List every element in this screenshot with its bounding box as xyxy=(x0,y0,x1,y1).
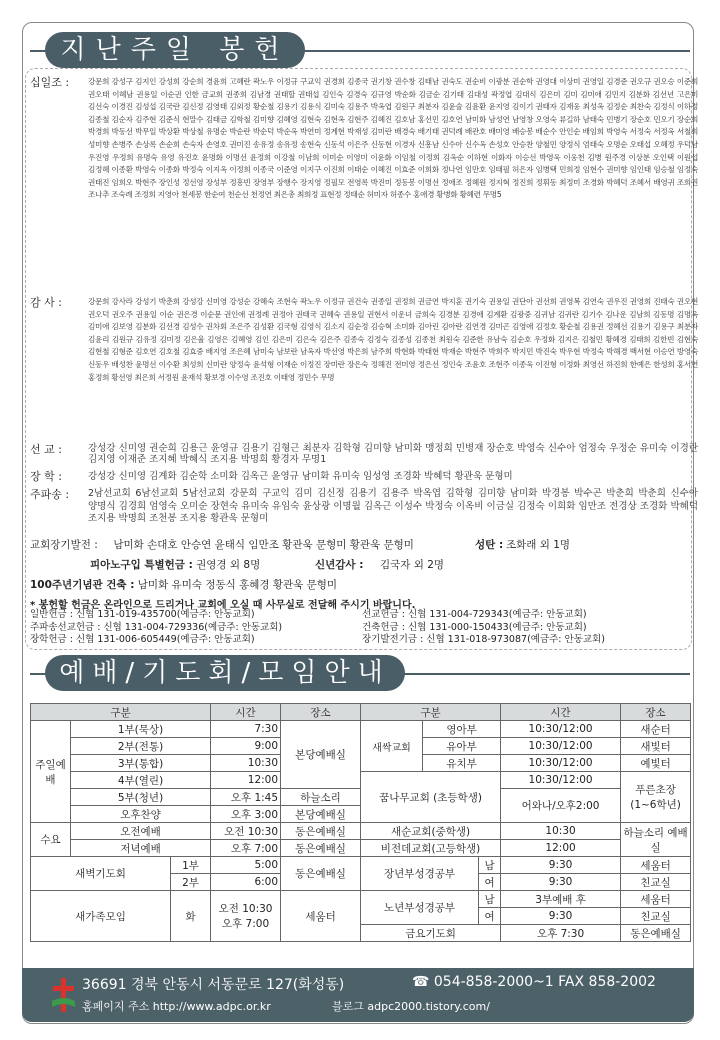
account-building: 건축헌금 : 신협 131-000-150433(예금주: 안동교회) xyxy=(362,621,587,633)
sunday-4-time: 12:00 xyxy=(211,772,281,789)
friday-prayer: 금요기도회 xyxy=(361,925,501,942)
kids-label: 꿈나무교회 (초등학생) xyxy=(361,772,501,823)
sunday-6: 오후찬양 xyxy=(71,806,211,823)
christmas-label: 성탄 : xyxy=(475,539,504,551)
footer-homepage[interactable]: 홈페이지 주소 http://www.adpc.or.kr xyxy=(82,1000,271,1013)
young-women-place: 친교실 xyxy=(621,874,691,891)
church-cross-logo-icon xyxy=(50,977,76,1013)
wed-2-time: 오후 7:00 xyxy=(211,840,281,857)
wed-1: 오전예배 xyxy=(71,823,211,840)
high-time: 12:00 xyxy=(501,840,621,857)
newyear-label: 신년감사 : xyxy=(315,559,364,571)
tithe-label: 십일조 : xyxy=(30,76,70,89)
anniversary-label: 100주년기념관 건축 : xyxy=(30,579,135,591)
header-place: 장소 xyxy=(281,704,361,721)
anniversary-row xyxy=(30,577,690,592)
middle-high-place: 하늘소리 예배실 xyxy=(621,823,691,857)
dawn-part-1: 1부 xyxy=(171,857,211,874)
accounts-left xyxy=(30,609,282,647)
sunday-place: 본당예배실 xyxy=(281,721,361,789)
family-time: 오전 10:30 오후 7:00 xyxy=(211,891,281,942)
dawn-time-1: 5:00 xyxy=(211,857,281,874)
old-men-place: 세움터 xyxy=(621,891,691,908)
school-3: 유치부 xyxy=(423,755,501,772)
building-names: 남미화 손대호 안승연 윤태식 임만조 황관욱 문형미 황관욱 문형미 xyxy=(113,539,414,551)
wed-2-place: 동은예배실 xyxy=(281,840,361,857)
sunday-3: 3부(통합) xyxy=(71,755,211,772)
building-row xyxy=(30,537,690,552)
account-scholarship: 장학헌금 : 신협 131-006-605449(예금주: 안동교회) xyxy=(30,634,255,645)
school-2-place: 새빛터 xyxy=(621,738,691,755)
sending-label: 주파송 : xyxy=(30,488,70,501)
scholarship-label: 장 학 : xyxy=(30,470,62,483)
family-label: 새가족모임 xyxy=(31,891,171,942)
section-title-offerings: 지난주일 봉헌 xyxy=(45,32,305,68)
young-men-time: 9:30 xyxy=(501,857,621,874)
school-2-time: 10:30/12:00 xyxy=(501,738,621,755)
sunday-4: 4부(열린) xyxy=(71,772,211,789)
dawn-place: 동은예배실 xyxy=(281,857,361,891)
dawn-time-2: 6:00 xyxy=(211,874,281,891)
sunday-3-time: 10:30 xyxy=(211,755,281,772)
footer xyxy=(22,968,694,1022)
building-label: 교회장기발전 : xyxy=(30,539,98,551)
header-time: 시간 xyxy=(501,704,621,721)
old-label: 노년부성경공부 xyxy=(361,891,479,925)
scholarship-names: 강성강 신미영 김계화 김순학 소미화 김옥근 윤영규 남미화 유미숙 임성영 조경화 박혜덕 황관욱 문형미 xyxy=(88,471,513,482)
sunday-1-time: 7:30 xyxy=(211,721,281,738)
youth-place: 하늘소리 xyxy=(281,789,361,806)
sunday-6-time: 오후 3:00 xyxy=(211,806,281,823)
thanks-names: 강문희 강사라 강성기 박춘희 강성강 신미영 강성순 강혜숙 조현숙 곽노우 이정규 권건숙 권종일 권정희 권금연 박지훈 권기숙 권용일 권단아 권선희 권영복 김연숙 권우진 권영희 진태숙 권오현 권오덕 권오주 권용일 이순 권은경 이순문 권인애 권정례 권정아 권태국 권혜숙 권용일 권현서 이운녀 금희숙 김경분 김경애 김계환 김광중 김귀남 김귀란 김기수 김나운 김남희 김동명 김명옥 김미애 김보영 김분화 김선경 김성수 권차회 조은주 김성환 김국형 김영식 김소지 김순정 김승혁 소미화 김아린 김아란 김연경 김미곤 김영애 김정호 황순철 김용권 정혜선 김용기 김용구 최분자 김윤리 김원규 김유정 김미정 김은율 김영은 김혜영 김인 김은미 김은숙 김은주 김종숙 김정숙 김종성 김종천 최원숙 김준한 유남숙 김순호 우정화 김지은 김철민 황혜경 김태희 김한빈 김현숙 김현철 김형준 김호연 김호철 김효중 배지영 조은혜 남미숙 남보란 남옥자 박선영 박은희 남주희 박현화 박태현 박재순 박현주 박희주 박지민 박진숙 박우현 박정숙 박해경 백서현 이승연 방영숙 신동우 배성찬 윤명선 이수환 최성희 신미란 양정숙 윤석형 이재순 이정진 장미란 장은숙 정해진 전미영 정은선 정인숙 조윤호 조현주 이종욱 이진형 이정화 최영선 하진희 한예은 한성희 홍서연 홍정희 황선영 최은희 서정원 윤재석 황보경 이수영 조진호 이태영 정민수 무명 xyxy=(88,297,698,382)
old-men: 남 xyxy=(479,891,501,908)
sunday-2-time: 9:00 xyxy=(211,738,281,755)
dawn-part-2: 2부 xyxy=(171,874,211,891)
family-place: 세움터 xyxy=(281,891,361,942)
young-men: 남 xyxy=(479,857,501,874)
tithe-names: 강문희 강성구 김지인 강성희 강순희 경윤희 고혜란 곽노우 이정규 구교익 권경희 김종국 권기창 권수창 김태남 권숙도 권순비 이광분 권순학 권영대 이상미 권영일 김경준 권오규 권오승 이준희 권오태 이혜남 권용일 이순권 인한 금교희 권종희 김남경 권태할 권태섭 김인숙 김경숙 김규영 박순화 김금순 김기태 김대성 곽정엽 김대식 김은미 김미 김미애 김민지 김분화 김선년 고은미 김선숙 이경진 김성섭 김국란 김신정 김영태 김외정 황순철 김용기 김용식 김미숙 김용주 박옥엽 김원구 최분자 김윤술 김윤환 윤지영 김이기 권태자 김재웅 최성옥 김정순 최찬숙 김정식 이하정 김종철 김순자 김주현 김준식 현말수 김태금 김학철 김미향 김혜영 김현숙 김현옥 김현주 김혜진 김호남 홍선민 김호연 남미화 남성연 남영창 오영숙 류길하 남태숙 민병기 장순호 민오기 장순희 박경희 박동선 박무일 박상환 박상철 유명순 박순란 박순덕 박순옥 박연미 정계현 박재성 김미란 배경숙 배기태 권덕례 배관호 배미영 배승봉 배순수 안인순 배임희 박영숙 서정숙 서정옥 서철희 성미향 손병주 손상록 손순희 손숙자 손영호 권미진 송유정 송유정 송현숙 신동석 이은주 신동현 이경자 신흥남 신수아 신수옥 손성호 안승찬 양철민 양정식 엄태숙 오명순 오태섭 오혜정 우덕남 우진영 우정희 유명숙 유영 유진호 윤명화 이명선 윤정희 이강철 이남희 이미순 이영미 이윤화 이임철 이정희 김옥순 이하현 이화자 이승선 박영욱 이웅천 김병 원주경 이상분 오인택 이원섭 김정혜 이종환 박영숙 이종화 박정숙 이지옥 이정희 이종국 이준영 이지구 이진희 이태순 이혜진 이효준 이희화 정나연 임만호 임태필 허은자 임병택 민희정 임현수 권미향 임인태 임승철 임정숙 권태진 임희오 박현주 장인성 정선영 장성부 정흥빈 장영부 장행수 장지영 정필모 전영록 박진미 정동봉 이명선 정애조 정혜원 정지혁 정진희 정휘동 최정미 조경화 박혜덕 조혜서 배영귀 조희권 조나추 조숙례 조정희 지영아 천세봉 한순여 천순선 천정연 최은총 최희정 표현정 정태순 허미자 허종수 홍애경 황병화 황혜련 무명5 xyxy=(88,77,698,200)
accounts-right xyxy=(362,609,605,647)
friday-place: 동은예배실 xyxy=(621,925,691,942)
schedule-table xyxy=(30,703,691,942)
school-group: 새싹교회 xyxy=(361,721,423,772)
mission-names: 강성강 신미영 권순희 김용근 윤영규 김용기 김형근 최분자 김학형 김미향 남미화 맹정희 민병재 장순호 박영숙 신수아 엄정숙 우정순 유미숙 이경란 김지영 이재준 조지혜 박혜식 조지용 박명희 황경자 무명1 xyxy=(88,443,698,465)
school-1-time: 10:30/12:00 xyxy=(501,721,621,738)
sunday-group: 주일예배 xyxy=(31,721,71,823)
high-school: 비전데교회(고등학생) xyxy=(361,840,501,857)
middle-school: 새순교회(중학생) xyxy=(361,823,501,840)
thanks-label: 감 사 : xyxy=(30,296,62,309)
old-women-place: 친교실 xyxy=(621,908,691,925)
notice: * 봉헌할 헌금은 온라인으로 드리거나 교회에 오실 때 사무실로 전달해 주시기 바랍니다. xyxy=(30,600,416,611)
christmas-names: 조화래 외 1명 xyxy=(506,539,571,551)
footer-phone: ☎ 054-858-2000~1 FAX 858-2002 xyxy=(412,974,656,990)
header-place: 장소 xyxy=(621,704,691,721)
kids-time-1: 10:30/12:00 xyxy=(501,772,621,789)
sending-names: 2남선교회 6남선교회 5남선교회 강문희 구교익 김미 김신정 김용기 김용주 박옥엽 김학형 김미향 남미화 박경봉 박수곤 박춘희 박춘희 신수아 양명식 김경희 엄영숙 오미순 장현숙 유미숙 유임숙 윤상광 이명월 김옥근 이성수 박정숙 이옥비 이금실 김정숙 이희화 임만조 전경상 조경화 박혜덕 조지용 박명희 조천봉 조지용 황관욱 문형미 xyxy=(88,488,698,524)
piano-row xyxy=(30,557,690,572)
wed-2: 저녁예배 xyxy=(71,840,211,857)
sunday-5-time: 오후 1:45 xyxy=(211,789,281,806)
dawn-label: 새벽기도회 xyxy=(31,857,171,891)
kids-place: 푸른초장(1~6학년) xyxy=(621,772,691,823)
kids-time-2: 어와나/오후2:00 xyxy=(501,789,621,823)
old-women: 여 xyxy=(479,908,501,925)
account-general: 일반헌금 : 신협 131-019-435700(예금주: 안동교회) xyxy=(30,609,255,620)
wed-group: 수요 xyxy=(31,823,71,857)
young-women: 여 xyxy=(479,874,501,891)
sunday-5: 5부(청년) xyxy=(71,789,211,806)
sunday-1: 1부(묵상) xyxy=(71,721,211,738)
old-men-time: 3부예배 후 xyxy=(501,891,621,908)
friday-time: 오후 7:30 xyxy=(501,925,621,942)
middle-time: 10:30 xyxy=(501,823,621,840)
school-1-place: 새순터 xyxy=(621,721,691,738)
sunday-2: 2부(전통) xyxy=(71,738,211,755)
header-time: 시간 xyxy=(211,704,281,721)
account-mission: 선교헌금 : 신협 131-004-729343(예금주: 안동교회) xyxy=(362,609,587,620)
family-day: 화 xyxy=(171,891,211,942)
piano-names: 권영경 외 8명 xyxy=(196,559,261,571)
section-title-schedule: 예배/기도회/모임안내 xyxy=(45,655,405,691)
footer-address: 36691 경북 안동시 서동문로 127(화성동) xyxy=(82,977,345,993)
piano-label: 피아노구입 특별헌금 : xyxy=(90,559,193,571)
footer-blog[interactable]: 블로그 adpc2000.tistory.com/ xyxy=(332,1000,490,1013)
newyear-names: 김국자 외 2명 xyxy=(380,559,445,571)
young-men-place: 세움터 xyxy=(621,857,691,874)
young-women-time: 9:30 xyxy=(501,874,621,891)
school-3-time: 10:30/12:00 xyxy=(501,755,621,772)
young-label: 장년부성경공부 xyxy=(361,857,479,891)
header-category: 구분 xyxy=(31,704,211,721)
mission-label: 선 교 : xyxy=(30,443,62,456)
school-3-place: 예빛터 xyxy=(621,755,691,772)
afternoon-place: 본당예배실 xyxy=(281,806,361,823)
wed-1-time: 오전 10:30 xyxy=(211,823,281,840)
wed-1-place: 동은예배실 xyxy=(281,823,361,840)
school-1: 영아부 xyxy=(423,721,501,738)
old-women-time: 9:30 xyxy=(501,908,621,925)
school-2: 유아부 xyxy=(423,738,501,755)
anniversary-names: 남미화 유미숙 정동식 홍혜경 황관욱 문형미 xyxy=(137,579,338,591)
account-sending: 주파송선교헌금 : 신협 131-004-729336(예금주: 안동교회) xyxy=(30,621,283,633)
account-longterm: 장기발전기금 : 신협 131-018-973087(예금주: 안동교회) xyxy=(362,634,605,645)
header-category: 구분 xyxy=(361,704,501,721)
